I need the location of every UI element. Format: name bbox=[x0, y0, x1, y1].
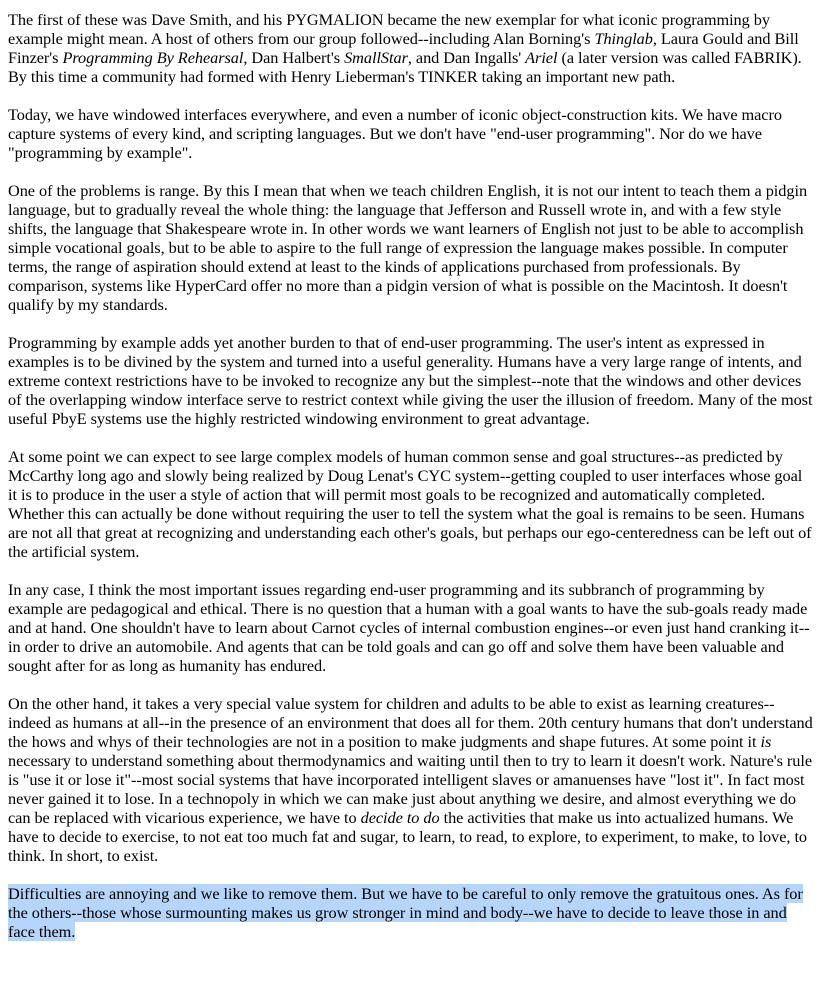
paragraph-4: Programming by example adds yet another burden to that of end-user programming. The user's intent as expressed in examples is to be divined by the system and turned into a useful generality. Humans have a very large range of intents, and extreme context restrictions have to be invoked to recognize any but the simplest--note that the windows and other devices of the overlapping window interface serve to restrict context while giving the user the illusion of freedom. Many of the most useful PbyE systems use the highly restricted windowing environment to great advantage. bbox=[8, 333, 813, 428]
paragraph-1 bbox=[8, 10, 814, 86]
paragraph-1-text-d: , and Dan Ingalls' bbox=[407, 48, 526, 67]
paragraph-5: At some point we can expect to see large complex models of human common sense and goal structures--as predicted by McCarthy long ago and slowly being realized by Doug Lenat's CYC system--getting coupled to user interfaces whose goal it is to produce in the user a style of action that will permit most goals to be recognized and automatically completed. Whether this can actually be done without requiring the user to tell the system what the goal is remains to be seen. Humans are not all that great at recognizing and understanding each other's goals, but perhaps our ego-centeredness can be left out of the artificial system. bbox=[8, 447, 812, 561]
paragraph-2: Today, we have windowed interfaces everywhere, and even a number of iconic object-construction kits. We have macro capture systems of every kind, and scripting languages. But we don't have "end-user programming". Nor do we have "programming by example". bbox=[8, 105, 782, 162]
programming-by-rehearsal-title: Programming By Rehearsal bbox=[62, 48, 244, 67]
emphasis-decide-to-do: decide to do bbox=[360, 808, 440, 827]
selection-highlight[interactable]: Difficulties are annoying and we like to remove them. But we have to be careful to only remove the gratuitous ones. As for the others--those whose surmounting makes us grow stronger in mind and body--we have to decide to leave those in and face them. bbox=[8, 884, 803, 941]
paragraph-7-text-a: On the other hand, it takes a very special value system for children and adults to be able to exist as learning creatures--indeed as humans at all--in the presence of an environment that does all for them. 20th century humans that don't understand the hows and whys of their technologies are not in a position to make judgments and shape futures. At some point it bbox=[8, 694, 813, 751]
paragraph-1-text-a: The first of these was Dave Smith, and his PYGMALION became the new exemplar for what iconic programming by example might mean. A host of others from our group followed--including Alan Borning's bbox=[8, 10, 770, 48]
paragraph-6: In any case, I think the most important issues regarding end-user programming and its subbranch of programming by example are pedagogical and ethical. There is no question that a human with a goal wants to have the sub-goals ready made and at hand. One shouldn't have to learn about Carnot cycles of internal combustion engines--or even just hand cranking it--in order to drive an automobile. And agents that can be told goals and can go off and solve them have been valuable and sought after for as long as humanity has endured. bbox=[8, 580, 810, 675]
paragraph-7-text-c: the activities that make us into actualized humans. We have to decide to exercise, to not eat too much fat and sugar, to learn, to read, to explore, to experiment, to make, to love, to think. In short, to exist. bbox=[8, 808, 808, 865]
paragraph-8-selected[interactable] bbox=[8, 884, 814, 941]
paragraph-1-text-e: (a later version was called FABRIK). By this time a community had formed with Henry Lieberman's TINKER taking an important new path. bbox=[8, 48, 802, 86]
smallstar-title: SmallStar bbox=[344, 48, 408, 67]
emphasis-is: is bbox=[760, 732, 772, 751]
paragraph-7-text-b: necessary to understand something about thermodynamics and waiting until then to try to learn it doesn't work. Nature's rule is "use it or lose it"--most social systems that have incorporated intelligent slaves or amanuenses have "lost it". In fact most never gained it to lose. In a technopoly in which we can make just about anything we desire, and almost everything we do can be replaced with vicarious experience, we have to bbox=[8, 751, 813, 827]
paragraph-7 bbox=[8, 694, 814, 865]
paragraph-1-text-b: , Laura Gould and Bill Finzer's bbox=[8, 29, 799, 67]
thinglab-title: Thinglab bbox=[594, 29, 653, 48]
paragraph-3: One of the problems is range. By this I mean that when we teach children English, it is not our intent to teach them a pidgin language, but to gradually reveal the whole thing: the language that Jefferson and Russell wrote in, and with a few style shifts, the language that Shakespeare wrote in. In other words we want learners of English not just to be able to accomplish simple vocational goals, but to be able to aspire to the full range of expression the language makes possible. In computer terms, the range of aspiration should extend at least to the kinds of applications purchased from professionals. By comparison, systems like HyperCard offer no more than a pidgin version of what is possible on the Macintosh. It doesn't qualify by my standards. bbox=[8, 181, 808, 314]
ariel-title: Ariel bbox=[525, 48, 558, 67]
paragraph-1-text-c: , Dan Halbert's bbox=[243, 48, 345, 67]
